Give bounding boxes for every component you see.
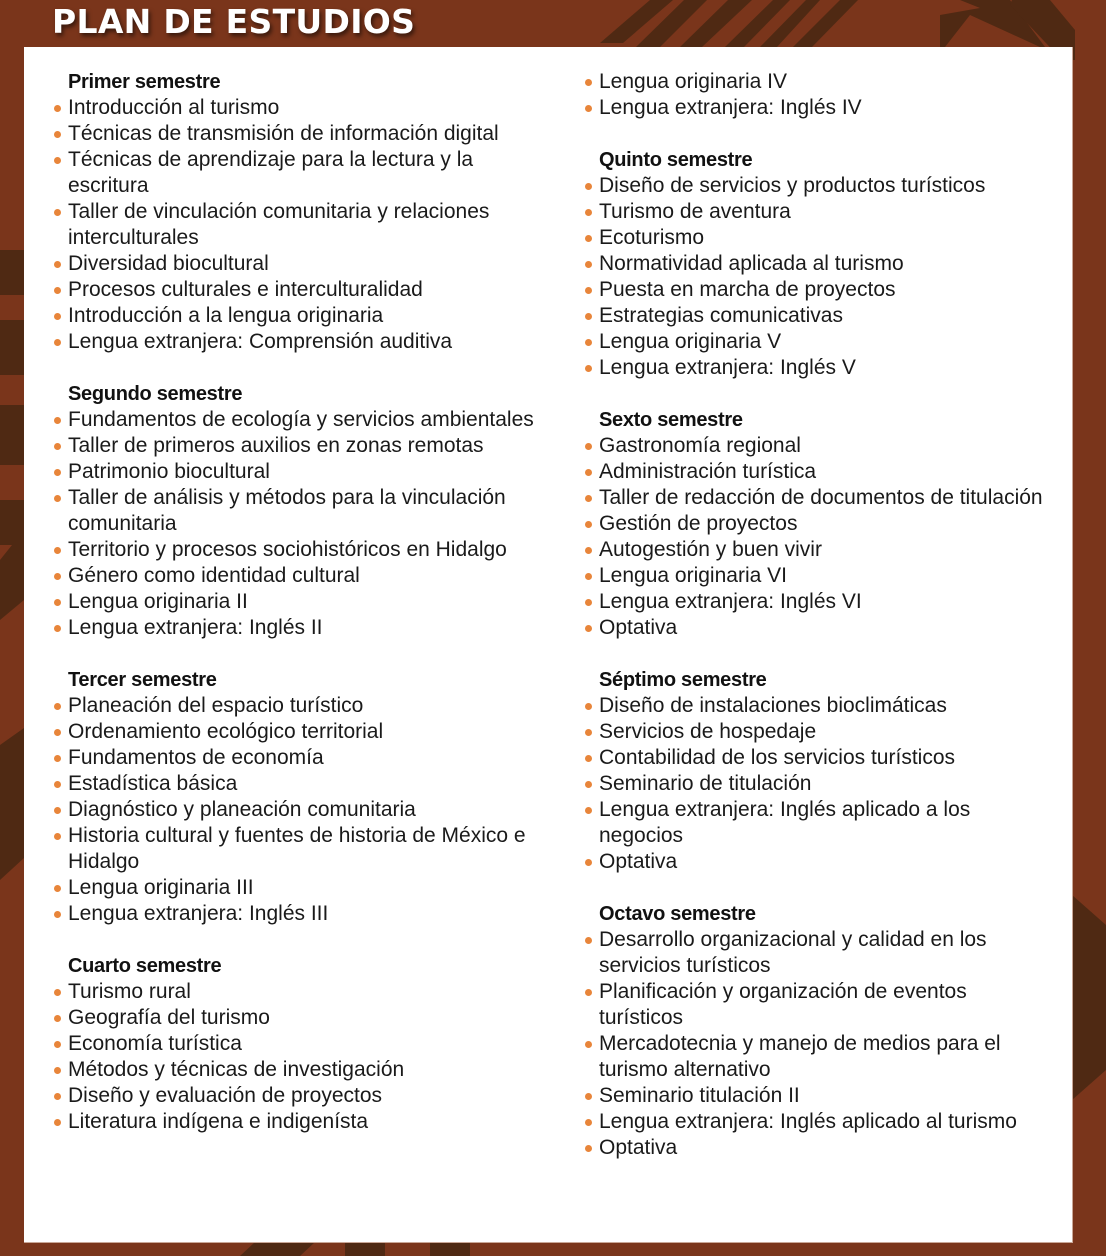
- course-name: Economía turística: [68, 1032, 242, 1055]
- course-name: Gastronomía regional: [599, 434, 801, 457]
- curriculum-panel: [24, 47, 1073, 1243]
- course-item: [585, 329, 1055, 355]
- bullet-icon: [585, 729, 592, 736]
- course-name: Lengua extranjera: Inglés IV: [599, 96, 862, 119]
- bullet-icon: [54, 495, 61, 502]
- course-item: [54, 537, 534, 563]
- course-name: Lengua originaria IV: [599, 70, 787, 93]
- course-name: Turismo rural: [68, 980, 191, 1003]
- course-item: [54, 771, 534, 797]
- course-item: [54, 745, 534, 771]
- course-item: [585, 537, 1055, 563]
- course-name: Lengua extranjera: Inglés III: [68, 902, 329, 925]
- bullet-icon: [54, 105, 61, 112]
- course-item: [54, 901, 534, 927]
- course-name: Técnicas de aprendizaje para la lectura y la escritura: [68, 148, 474, 197]
- course-item: [585, 511, 1055, 537]
- course-name: Normatividad aplicada al turismo: [599, 252, 904, 275]
- course-name: Planeación del espacio turístico: [68, 694, 364, 717]
- bullet-icon: [585, 547, 592, 554]
- course-item: [54, 95, 534, 121]
- bullet-icon: [585, 703, 592, 710]
- bullet-icon: [585, 287, 592, 294]
- course-name: Optativa: [599, 616, 678, 639]
- bullet-icon: [585, 495, 592, 502]
- course-item: [54, 693, 534, 719]
- bullet-icon: [585, 79, 592, 86]
- course-name: Taller de redacción de documentos de titulación: [599, 486, 1043, 509]
- course-item: [585, 251, 1055, 277]
- bullet-icon: [54, 807, 61, 814]
- course-name: Patrimonio biocultural: [68, 460, 270, 483]
- course-name: Taller de análisis y métodos para la vinculación comunitaria: [68, 486, 506, 535]
- semester-title: Cuarto semestre: [68, 955, 222, 977]
- bullet-icon: [585, 365, 592, 372]
- page-title: PLAN DE ESTUDIOS: [52, 2, 416, 41]
- course-item: [54, 199, 534, 251]
- course-item: [54, 329, 534, 355]
- course-item: [585, 979, 1055, 1031]
- course-item: [585, 1135, 1055, 1161]
- course-name: Lengua extranjera: Inglés aplicado al turismo: [599, 1110, 1017, 1133]
- bullet-icon: [54, 989, 61, 996]
- course-name: Introducción a la lengua originaria: [68, 304, 384, 327]
- course-name: Métodos y técnicas de investigación: [68, 1058, 405, 1081]
- bullet-icon: [54, 157, 61, 164]
- course-item: [585, 485, 1055, 511]
- course-name: Autogestión y buen vivir: [599, 538, 822, 561]
- course-name: Turismo de aventura: [599, 200, 791, 223]
- bullet-icon: [54, 625, 61, 632]
- bullet-icon: [585, 1145, 592, 1152]
- course-item: [54, 1057, 534, 1083]
- bullet-icon: [585, 105, 592, 112]
- bullet-icon: [585, 469, 592, 476]
- right-column: [585, 69, 1055, 1187]
- course-item: [585, 797, 1055, 849]
- course-item: [54, 875, 534, 901]
- course-name: Introducción al turismo: [68, 96, 280, 119]
- course-name: Ordenamiento ecológico territorial: [68, 720, 384, 743]
- course-name: Género como identidad cultural: [68, 564, 360, 587]
- course-list: [54, 979, 534, 1135]
- course-item: [585, 199, 1055, 225]
- semester-title: Primer semestre: [68, 71, 221, 93]
- course-item: [585, 927, 1055, 979]
- course-name: Lengua originaria III: [68, 876, 254, 899]
- bullet-icon: [54, 131, 61, 138]
- course-name: Diseño y evaluación de proyectos: [68, 1084, 383, 1107]
- course-item: [585, 69, 1055, 95]
- bullet-icon: [54, 1015, 61, 1022]
- course-item: [585, 745, 1055, 771]
- bullet-icon: [54, 1041, 61, 1048]
- course-name: Fundamentos de economía: [68, 746, 324, 769]
- course-name: Lengua originaria VI: [599, 564, 787, 587]
- bullet-icon: [585, 1041, 592, 1048]
- bullet-icon: [585, 755, 592, 762]
- course-item: [54, 407, 534, 433]
- course-item: [54, 797, 534, 823]
- course-name: Administración turística: [599, 460, 817, 483]
- bullet-icon: [585, 989, 592, 996]
- semester-title: Sexto semestre: [599, 409, 743, 431]
- course-item: [585, 589, 1055, 615]
- bullet-icon: [585, 1093, 592, 1100]
- course-list: [585, 693, 1055, 875]
- semester-title: Tercer semestre: [68, 669, 217, 691]
- course-item: [585, 719, 1055, 745]
- course-item: [585, 1031, 1055, 1083]
- bullet-icon: [585, 313, 592, 320]
- course-item: [54, 719, 534, 745]
- course-name: Técnicas de transmisión de información digital: [68, 122, 499, 145]
- bullet-icon: [54, 729, 61, 736]
- bullet-icon: [585, 261, 592, 268]
- course-name: Estrategias comunicativas: [599, 304, 843, 327]
- bullet-icon: [54, 339, 61, 346]
- course-item: [54, 823, 534, 875]
- bullet-icon: [585, 339, 592, 346]
- course-name: Diversidad biocultural: [68, 252, 269, 275]
- course-item: [54, 1083, 534, 1109]
- semester-section: [585, 69, 1055, 121]
- semester-section: [585, 147, 1055, 381]
- course-item: [585, 303, 1055, 329]
- course-name: Seminario de titulación: [599, 772, 812, 795]
- course-name: Geografía del turismo: [68, 1006, 270, 1029]
- course-item: [585, 849, 1055, 875]
- course-item: [54, 459, 534, 485]
- course-name: Territorio y procesos sociohistóricos en Hidalgo: [68, 538, 507, 561]
- bullet-icon: [54, 1093, 61, 1100]
- course-name: Lengua originaria II: [68, 590, 248, 613]
- bullet-icon: [54, 885, 61, 892]
- bullet-icon: [585, 573, 592, 580]
- course-item: [54, 979, 534, 1005]
- bullet-icon: [585, 183, 592, 190]
- course-name: Lengua extranjera: Inglés VI: [599, 590, 862, 613]
- course-name: Diseño de instalaciones bioclimáticas: [599, 694, 947, 717]
- bullet-icon: [54, 755, 61, 762]
- semester-title: Quinto semestre: [599, 149, 753, 171]
- course-item: [585, 225, 1055, 251]
- bullet-icon: [54, 573, 61, 580]
- bullet-icon: [585, 937, 592, 944]
- course-name: Taller de vinculación comunitaria y relaciones interculturales: [68, 200, 490, 249]
- course-item: [585, 433, 1055, 459]
- course-name: Puesta en marcha de proyectos: [599, 278, 896, 301]
- course-item: [54, 485, 534, 537]
- course-name: Mercadotecnia y manejo de medios para el turismo alternativo: [599, 1032, 1001, 1081]
- bullet-icon: [585, 599, 592, 606]
- bullet-icon: [54, 599, 61, 606]
- course-item: [585, 459, 1055, 485]
- course-item: [54, 615, 534, 641]
- bullet-icon: [54, 287, 61, 294]
- course-name: Seminario titulación II: [599, 1084, 800, 1107]
- course-name: Desarrollo organizacional y calidad en los servicios turísticos: [599, 928, 987, 977]
- bullet-icon: [54, 911, 61, 918]
- course-name: Lengua extranjera: Inglés II: [68, 616, 323, 639]
- course-item: [54, 1031, 534, 1057]
- course-item: [54, 147, 534, 199]
- course-name: Planificación y organización de eventos turísticos: [599, 980, 967, 1029]
- course-name: Diagnóstico y planeación comunitaria: [68, 798, 416, 821]
- semester-section: [54, 69, 534, 355]
- semester-section: [585, 407, 1055, 641]
- semester-title: Séptimo semestre: [599, 669, 767, 691]
- course-item: [585, 693, 1055, 719]
- bullet-icon: [585, 521, 592, 528]
- course-list: [585, 69, 1055, 121]
- course-name: Taller de primeros auxilios en zonas remotas: [68, 434, 484, 457]
- course-item: [585, 355, 1055, 381]
- course-list: [54, 407, 534, 641]
- bullet-icon: [585, 859, 592, 866]
- bullet-icon: [54, 1067, 61, 1074]
- bullet-icon: [54, 547, 61, 554]
- bullet-icon: [585, 807, 592, 814]
- semester-section: [585, 667, 1055, 875]
- course-item: [585, 771, 1055, 797]
- course-name: Lengua extranjera: Comprensión auditiva: [68, 330, 453, 353]
- course-name: Servicios de hospedaje: [599, 720, 817, 743]
- bullet-icon: [54, 417, 61, 424]
- course-item: [585, 1109, 1055, 1135]
- course-item: [585, 95, 1055, 121]
- course-list: [585, 173, 1055, 381]
- course-item: [54, 433, 534, 459]
- course-list: [54, 693, 534, 927]
- course-list: [54, 95, 534, 355]
- semester-title: Segundo semestre: [68, 383, 243, 405]
- course-name: Lengua extranjera: Inglés V: [599, 356, 856, 379]
- course-item: [585, 615, 1055, 641]
- semester-section: [54, 381, 534, 641]
- left-column: [54, 69, 534, 1161]
- bullet-icon: [54, 833, 61, 840]
- bullet-icon: [54, 1119, 61, 1126]
- course-name: Lengua originaria V: [599, 330, 782, 353]
- bullet-icon: [54, 209, 61, 216]
- course-item: [54, 277, 534, 303]
- course-item: [54, 1005, 534, 1031]
- course-name: Ecoturismo: [599, 226, 705, 249]
- course-name: Estadística básica: [68, 772, 238, 795]
- course-item: [54, 121, 534, 147]
- bullet-icon: [585, 781, 592, 788]
- course-item: [54, 251, 534, 277]
- course-item: [585, 1083, 1055, 1109]
- semester-title: Octavo semestre: [599, 903, 756, 925]
- bullet-icon: [585, 209, 592, 216]
- course-item: [54, 563, 534, 589]
- bullet-icon: [54, 443, 61, 450]
- semester-section: [585, 901, 1055, 1161]
- course-item: [585, 277, 1055, 303]
- course-list: [585, 433, 1055, 641]
- course-name: Procesos culturales e interculturalidad: [68, 278, 423, 301]
- bullet-icon: [585, 443, 592, 450]
- bullet-icon: [585, 1119, 592, 1126]
- course-item: [585, 173, 1055, 199]
- bullet-icon: [54, 313, 61, 320]
- bullet-icon: [54, 469, 61, 476]
- course-name: Gestión de proyectos: [599, 512, 798, 535]
- bullet-icon: [585, 625, 592, 632]
- bullet-icon: [54, 703, 61, 710]
- course-item: [585, 563, 1055, 589]
- course-list: [585, 927, 1055, 1161]
- course-item: [54, 589, 534, 615]
- course-name: Lengua extranjera: Inglés aplicado a los negocios: [599, 798, 971, 847]
- semester-section: [54, 667, 534, 927]
- course-name: Diseño de servicios y productos turísticos: [599, 174, 986, 197]
- bullet-icon: [54, 261, 61, 268]
- course-item: [54, 1109, 534, 1135]
- course-name: Optativa: [599, 850, 678, 873]
- course-name: Fundamentos de ecología y servicios ambientales: [68, 408, 534, 431]
- course-name: Optativa: [599, 1136, 678, 1159]
- course-name: Contabilidad de los servicios turísticos: [599, 746, 955, 769]
- bullet-icon: [54, 781, 61, 788]
- semester-section: [54, 953, 534, 1135]
- bullet-icon: [585, 235, 592, 242]
- course-item: [54, 303, 534, 329]
- course-name: Historia cultural y fuentes de historia de México e Hidalgo: [68, 824, 526, 873]
- course-name: Literatura indígena e indigenísta: [68, 1110, 369, 1133]
